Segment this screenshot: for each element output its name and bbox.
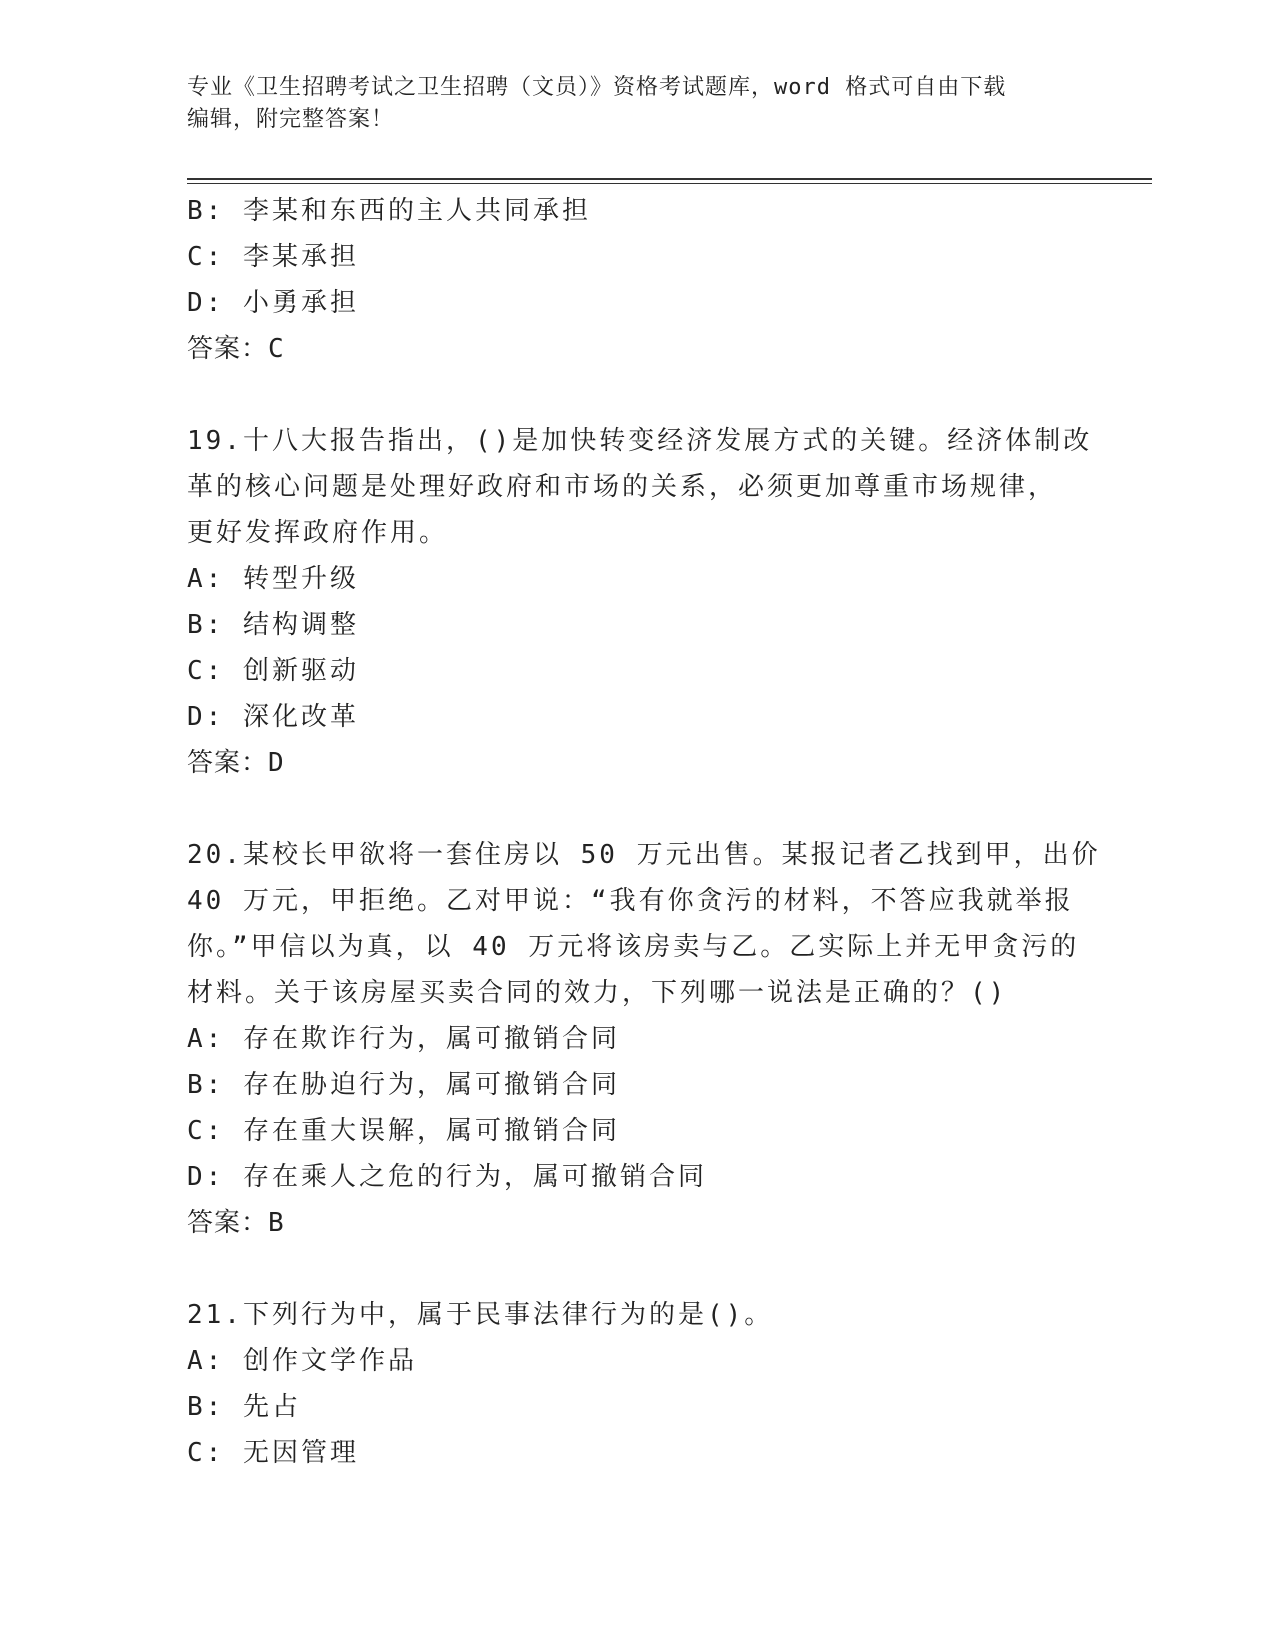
option-d: D: 存在乘人之危的行为，属可撤销合同: [187, 1162, 707, 1192]
option-d: D: 小勇承担: [187, 288, 359, 318]
spacer: [187, 372, 1087, 418]
answer: 答案：B: [187, 1208, 285, 1238]
option-c: C: 李某承担: [187, 242, 359, 272]
answer: 答案：D: [187, 748, 285, 778]
option-a: A: 存在欺诈行为，属可撤销合同: [187, 1024, 620, 1054]
option-c: C: 无因管理: [187, 1438, 359, 1468]
question-20: [187, 832, 1101, 1246]
header-divider-thin: [187, 183, 1152, 184]
option-b: B: 结构调整: [187, 610, 359, 640]
question-18-tail: [187, 188, 1087, 372]
question-line: 革的核心问题是处理好政府和市场的关系，必须更加尊重市场规律，: [187, 472, 1058, 502]
header-line-1: 专业《卫生招聘考试之卫生招聘（文员）》资格考试题库，word 格式可自由下载: [187, 75, 1007, 100]
question-text: [187, 418, 1093, 556]
spacer: [187, 1246, 1087, 1292]
option-b: B: 李某和东西的主人共同承担: [187, 196, 591, 226]
option-a: A: 创作文学作品: [187, 1346, 417, 1376]
header-divider-thick: [187, 178, 1152, 180]
question-line: 19.十八大报告指出，()是加快转变经济发展方式的关键。经济体制改: [187, 426, 1093, 456]
option-b: B: 存在胁迫行为，属可撤销合同: [187, 1070, 620, 1100]
question-text: [187, 1292, 1087, 1338]
option-c: C: 创新驱动: [187, 656, 359, 686]
answer: 答案：C: [187, 334, 285, 364]
question-line: 你。”甲信以为真，以 40 万元将该房卖与乙。乙实际上并无甲贪污的: [187, 932, 1080, 962]
option-b: B: 先占: [187, 1392, 301, 1422]
header-line-2: 编辑，附完整答案！: [187, 107, 395, 132]
question-list: [187, 188, 1101, 1476]
question-line: 20.某校长甲欲将一套住房以 50 万元出售。某报记者乙找到甲，出价: [187, 840, 1101, 870]
option-c: C: 存在重大误解，属可撤销合同: [187, 1116, 620, 1146]
option-a: A: 转型升级: [187, 564, 359, 594]
question-text: [187, 832, 1101, 1016]
document-header: [187, 72, 1087, 136]
question-line: 更好发挥政府作用。: [187, 518, 449, 548]
question-line: 21.下列行为中，属于民事法律行为的是()。: [187, 1300, 774, 1330]
question-line: 材料。关于该房屋买卖合同的效力，下列哪一说法是正确的？(): [187, 978, 1008, 1008]
question-21: [187, 1292, 1087, 1476]
spacer: [187, 786, 1087, 832]
option-d: D: 深化改革: [187, 702, 359, 732]
question-line: 40 万元，甲拒绝。乙对甲说：“我有你贪污的材料，不答应我就举报: [187, 886, 1074, 916]
question-19: [187, 418, 1093, 786]
